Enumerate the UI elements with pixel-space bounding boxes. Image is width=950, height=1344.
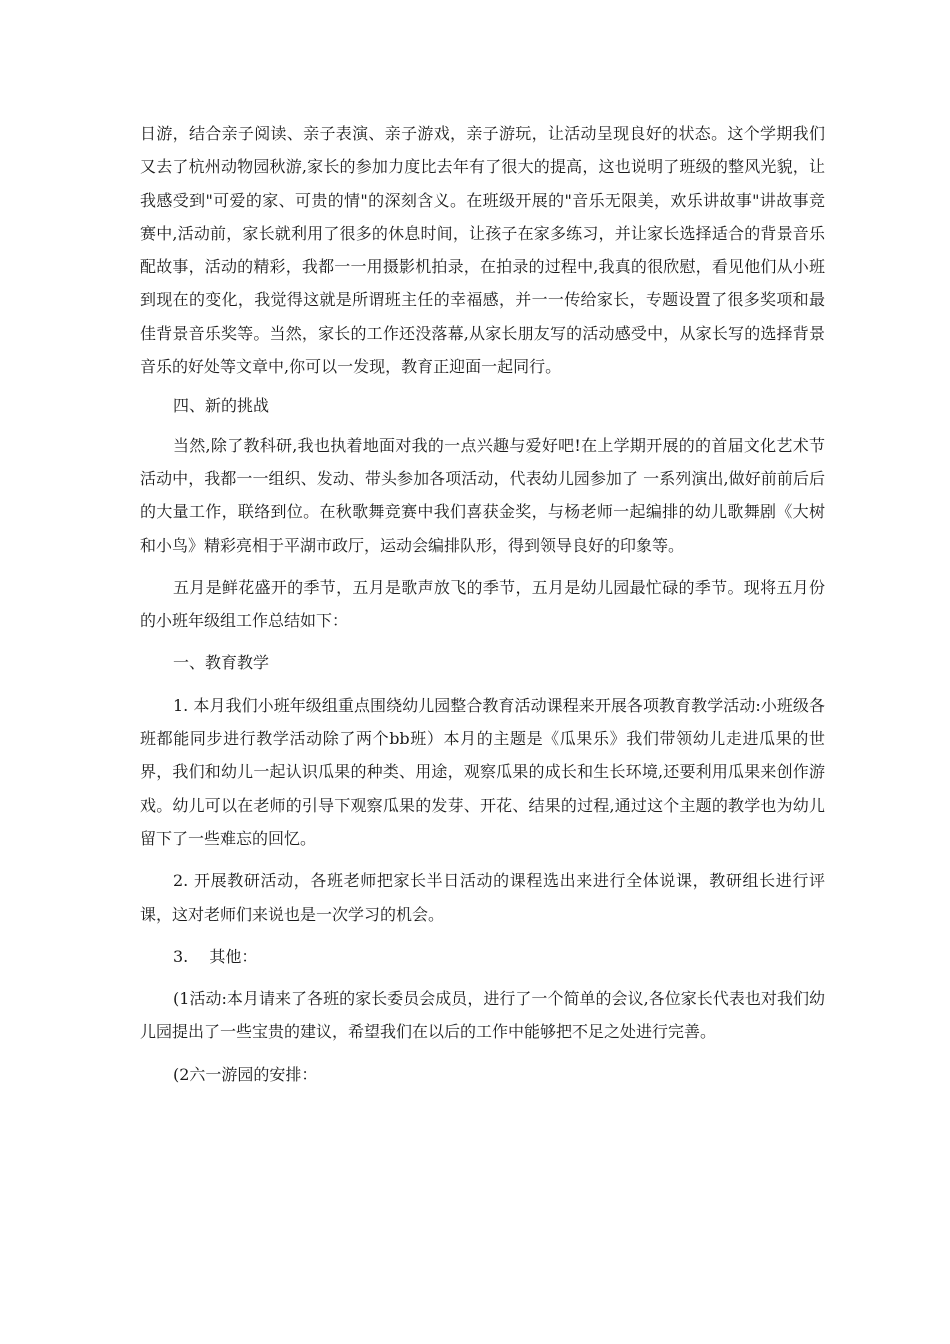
section-heading-new-challenges: 四、新的挑战 xyxy=(173,396,270,416)
list-item-3-other-heading: 3. 其他： xyxy=(173,946,258,966)
list-item-1-theme-teaching: 1. 本月我们小班年级组重点围绕幼儿园整合教育活动课程来开展各项教育教学活动:小班级各班都能同步进行教学活动除了两个bb班）本月的主题是《瓜果乐》我们带领幼儿走进瓜果的世界，我们和幼儿一起认识瓜果的种类、用途，观察瓜果的成长和生长环境,还要利用瓜果来创作游戏。幼儿可以在老师的引导下观察瓜果的发芽、开花、结果的过程,通过这个主题的教学也为幼儿留下了一些难忘的回忆。 xyxy=(140,695,825,848)
section-heading-education-teaching: 一、教育教学 xyxy=(173,653,270,673)
body-paragraph-arts-festival: 当然,除了教科研,我也执着地面对我的一点兴趣与爱好吧!在上学期开展的的首届文化艺术节活动中，我都一一组织、发动、带头参加各项活动，代表幼儿园参加了 一系列演出,做好前前后后的大量工作，联络到位。在秋歌舞竞赛中我们喜获金奖，与杨老师一起编排的幼儿歌舞剧《大树和小鸟》精彩亮相于平湖市政厅，运动会编排队形，得到领导良好的印象等。 xyxy=(140,435,825,555)
list-item-2-teaching-research: 2. 开展教研活动，各班老师把家长半日活动的课程选出来进行全体说课，教研组长进行评课，这对老师们来说也是一次学习的机会。 xyxy=(140,871,825,924)
body-paragraph-may-summary-intro: 五月是鲜花盛开的季节，五月是歌声放飞的季节，五月是幼儿园最忙碌的季节。现将五月份的小班年级组工作总结如下： xyxy=(140,577,825,631)
sub-item-1-parent-committee: (1活动:本月请来了各班的家长委员会成员，进行了一个简单的会议,各位家长代表也对我们幼儿园提出了一些宝贵的建议，希望我们在以后的工作中能够把不足之处进行完善。 xyxy=(140,989,825,1042)
document-page xyxy=(140,117,825,1091)
body-paragraph-family-activities: 日游，结合亲子阅读、亲子表演、亲子游戏，亲子游玩，让活动呈现良好的状态。这个学期我们又去了杭州动物园秋游,家长的参加力度比去年有了很大的提高，这也说明了班级的整风光貌，让我感受到"可爱的家、可贵的情"的深刻含义。在班级开展的"音乐无限美，欢乐讲故事"讲故事竞赛中,活动前，家长就利用了很多的休息时间，让孩子在家多练习，并让家长选择适合的背景音乐配故事，活动的精彩，我都一一用摄影机拍录，在拍录的过程中,我真的很欣慰，看见他们从小班到现在的变化，我觉得这就是所谓班主任的幸福感，并一一传给家长，专题设置了很多奖项和最佳背景音乐奖等。当然，家长的工作还没落幕,从家长朋友写的活动感受中，从家长写的选择背景音乐的好处等文章中,你可以一发现，教育正迎面一起同行。 xyxy=(140,124,825,377)
sub-item-2-childrens-day-arrangement: (2六一游园的安排： xyxy=(173,1064,318,1084)
